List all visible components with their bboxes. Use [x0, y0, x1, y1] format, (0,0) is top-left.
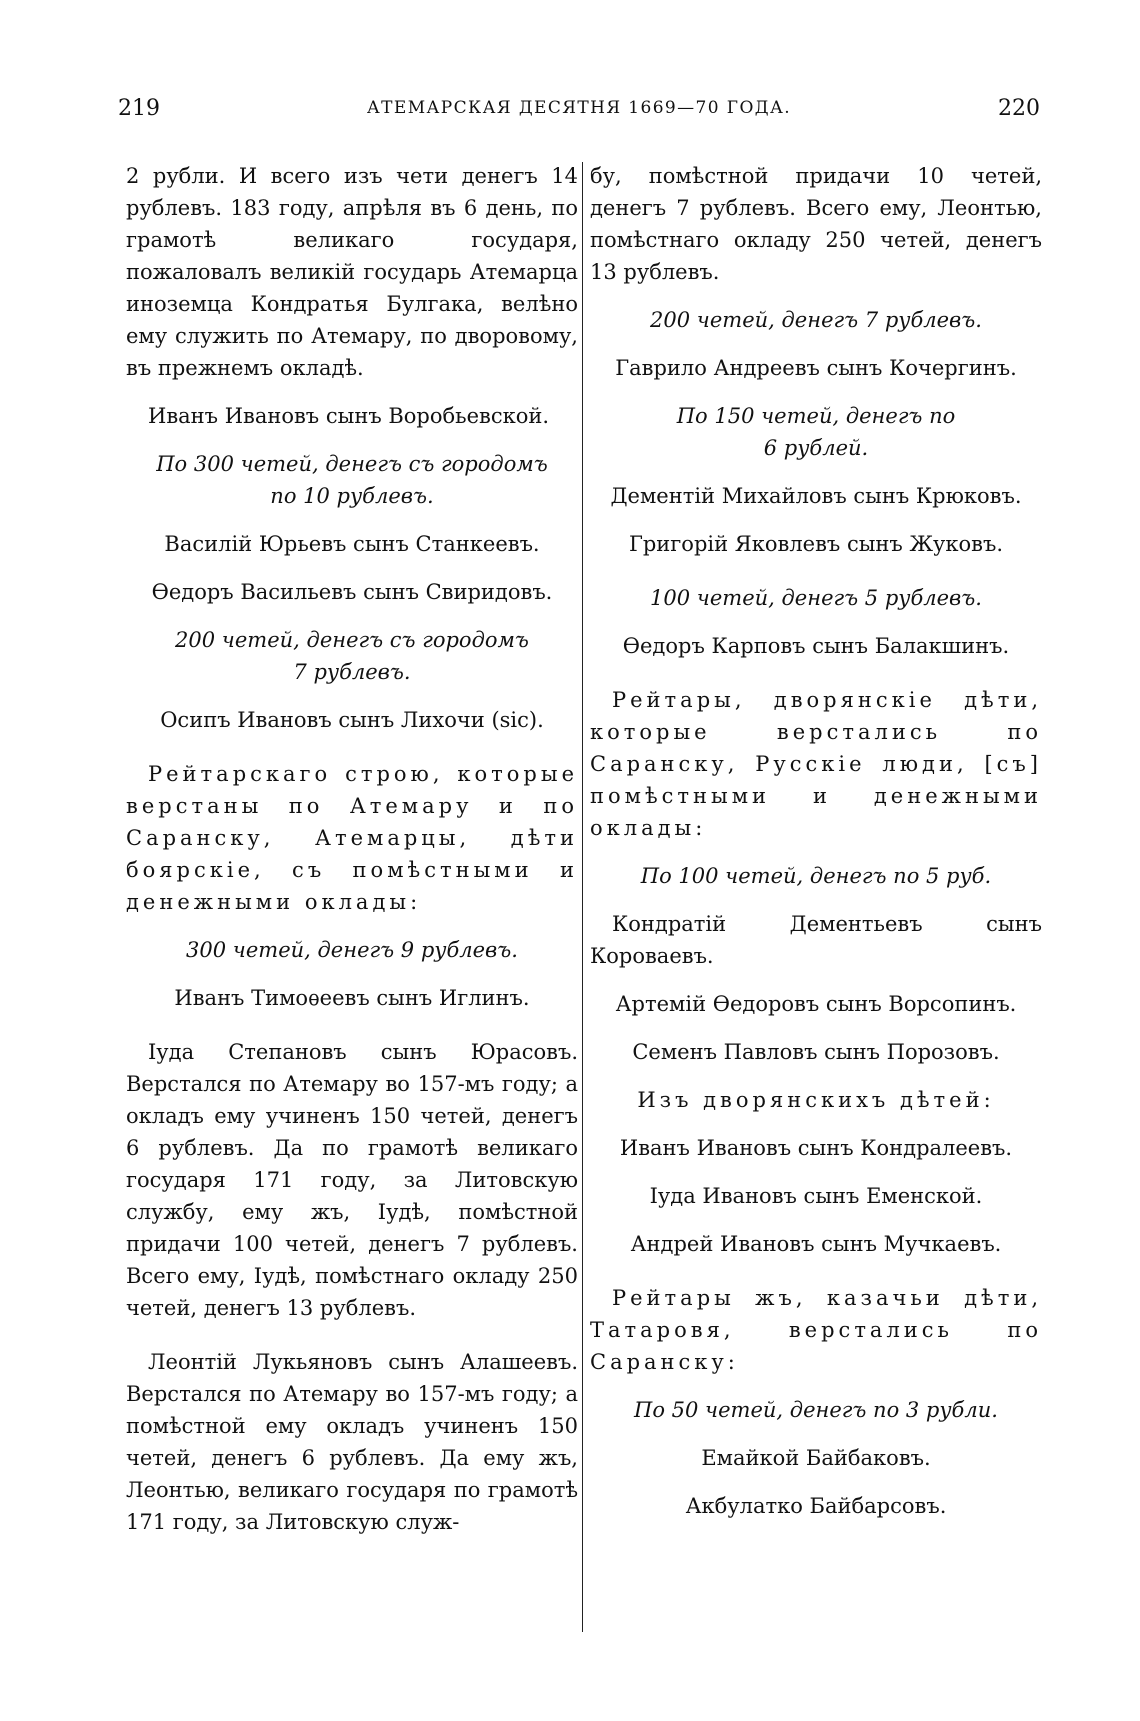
- section-heading: 100 четей, денегъ 5 рублевъ.: [650, 586, 982, 610]
- name-entry: Ѳедоръ Карповъ сынъ Балакшинъ.: [622, 634, 1010, 658]
- section-heading: По 150 четей, денегъ по: [676, 404, 956, 428]
- name-entry: Кондратій Дементьевъ сынъ Короваевъ.: [590, 912, 1042, 968]
- section-heading: 7 рублевъ.: [293, 660, 411, 684]
- section-heading: По 50 четей, денегъ по 3 рубли.: [634, 1398, 998, 1422]
- name-entry: Гаврило Андреевъ сынъ Кочергинъ.: [615, 356, 1017, 380]
- paragraph: Іуда Степановъ сынъ Юрасовъ. Верстался по Атемару во 157-мъ году; а окладъ ему учиненъ 150 четей, денегъ 6 рублевъ. Да по грамотѣ великаго государя 171 году, за Литовскую службу, ему жъ, Іудѣ, помѣстной придачи 100 четей, денегъ 7 рублевъ. Всего ему, Іудѣ, помѣстнаго окладу 250 четей, денегъ 13 рублевъ.: [126, 1040, 578, 1320]
- category-heading: Рейтарскаго строю, которые верстаны по Атемару и по Саранску, Атемарцы, дѣти боярскіе, съ помѣстными и денежными оклады:: [126, 762, 578, 914]
- name-entry: Осипъ Ивановъ сынъ Лихочи (sic).: [160, 708, 544, 732]
- right-column: [590, 160, 1042, 1660]
- name-entry: Акбулатко Байбарсовъ.: [685, 1494, 947, 1518]
- running-title: АТЕМАРСКАЯ ДЕСЯТНЯ 1669—70 ГОДА.: [366, 98, 792, 118]
- name-entry: Ѳедоръ Васильевъ сынъ Свиридовъ.: [151, 580, 553, 604]
- section-heading: 300 четей, денегъ 9 рублевъ.: [186, 938, 518, 962]
- page-number-left: 219: [118, 96, 160, 121]
- name-entry: Іуда Ивановъ сынъ Еменской.: [649, 1184, 983, 1208]
- section-heading: 200 четей, денегъ съ городомъ: [175, 628, 529, 652]
- left-column: [126, 160, 578, 1660]
- name-entry: Артемій Ѳедоровъ сынъ Ворсопинъ.: [615, 992, 1017, 1016]
- section-heading: 200 четей, денегъ 7 рублевъ.: [650, 308, 982, 332]
- paragraph: бу, помѣстной придачи 10 четей, денегъ 7 рублевъ. Всего ему, Леонтью, помѣстнаго окладу 250 четей, денегъ 13 рублевъ.: [590, 164, 1042, 284]
- name-entry: Василій Юрьевъ сынъ Станкеевъ.: [164, 532, 540, 556]
- category-heading: Изъ дворянскихъ дѣтей:: [637, 1088, 995, 1112]
- section-heading: По 100 четей, денегъ по 5 руб.: [640, 864, 992, 888]
- name-entry: Дементій Михайловъ сынъ Крюковъ.: [610, 484, 1022, 508]
- name-entry: Григорій Яковлевъ сынъ Жуковъ.: [628, 532, 1004, 556]
- column-divider: [582, 162, 583, 1632]
- section-heading: 6 рублей.: [763, 436, 869, 460]
- category-heading: Рейтары жъ, казачьи дѣти, Татаровя, верстались по Саранску:: [590, 1286, 1042, 1374]
- name-entry: Андрей Ивановъ сынъ Мучкаевъ.: [630, 1232, 1002, 1256]
- name-entry: Емайкой Байбаковъ.: [701, 1446, 931, 1470]
- name-entry: Иванъ Тимоѳеевъ сынъ Иглинъ.: [174, 986, 530, 1010]
- section-heading: По 300 четей, денегъ съ городомъ: [156, 452, 548, 476]
- category-heading: Рейтары, дворянскіе дѣти, которые верстались по Саранску, Русскіе люди, [съ] помѣстными и денежными оклады:: [590, 688, 1042, 840]
- section-heading: по 10 рублевъ.: [270, 484, 434, 508]
- name-entry: Иванъ Ивановъ сынъ Воробьевской.: [148, 404, 550, 428]
- paragraph: 2 рубли. И всего изъ чети денегъ 14 рублевъ. 183 году, апрѣля въ 6 день, по грамотѣ великаго государя, пожаловалъ великій государь Атемарца иноземца Кондратья Булгака, велѣно ему служить по Атемару, по дворовому, въ прежнемъ окладѣ.: [126, 164, 578, 380]
- name-entry: Семенъ Павловъ сынъ Порозовъ.: [632, 1040, 1000, 1064]
- paragraph: Леонтій Лукьяновъ сынъ Алашеевъ. Верстался по Атемару во 157-мъ году; а помѣстной ему окладъ учиненъ 150 четей, денегъ 6 рублевъ. Да ему жъ, Леонтью, великаго государя по грамотѣ 171 году, за Литовскую служ-: [126, 1350, 578, 1534]
- page-header: [118, 96, 1040, 132]
- name-entry: Иванъ Ивановъ сынъ Кондралеевъ.: [619, 1136, 1013, 1160]
- page-number-right: 220: [998, 96, 1040, 121]
